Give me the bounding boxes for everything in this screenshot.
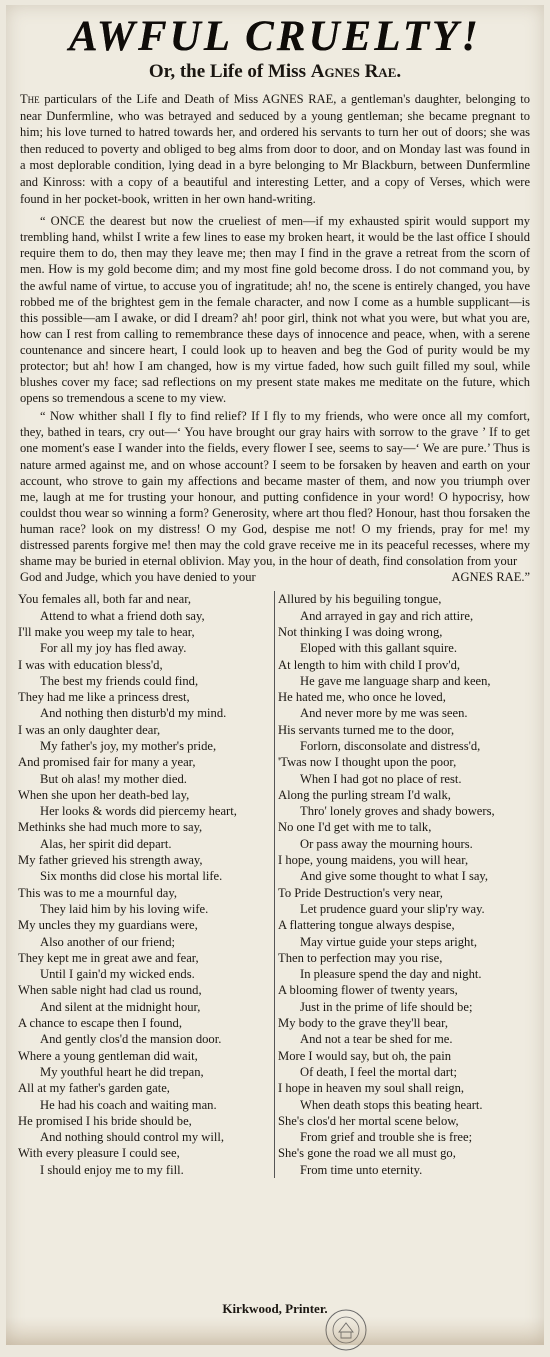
- verse-line: She's clos'd her mortal scene below,: [278, 1113, 459, 1128]
- verse-line: 'Twas now I thought upon the poor,: [278, 755, 457, 770]
- verse-line: He hated me, who once he loved,: [278, 690, 446, 705]
- verse-line: My father grieved his strength away,: [18, 853, 203, 868]
- verse-line: I'll make you weep my tale to hear,: [18, 624, 195, 639]
- verse-line: I hope in heaven my soul shall reign,: [278, 1081, 465, 1096]
- verse-line: They had me like a princess drest,: [18, 690, 190, 705]
- letter-text: [20, 213, 530, 585]
- broadside-title: AWFUL CRUELTY!: [69, 13, 481, 60]
- letter-paragraph-1: “ ONCE the dearest but now the crueliest of men—if my exhausted spirit would support my trembling hand, whilst I write a few lines to ease my broken heart, it would be the last office I should require them to do, then may they leave me; then may I find in the grave a retreat from the scorn of men. How is my gold become dim; and my most fine gold become dross. I do not command you, by the awful name of virtue, to accuse you of ingratitude; ah! no, the scene is entirely changed, you have robbed me of the brightest gem in the female character, and now I come as a humble supplicant—is this possible—am I awake, or did I dream? ah! poor girl, think not what you were, but what you are, how can I rest from calling to remembrance these days of innocence and peace, when, with a serene countenance and sincere heart, I could look up to heaven and beg the God of purity would be my protector; but ah! how I am changed, how is my virtue faded, how such guilt filled my soul, while blushes cover my face; sad reflections on my present state makes me meditate on the future, which opens so tremendous a scene to my view.: [20, 214, 530, 406]
- subtitle-prefix: Or, the Life of Miss: [148, 61, 311, 82]
- verse-line: When I had got no place of rest.: [300, 771, 462, 786]
- verse-line: Eloped with this gallant squire.: [300, 641, 458, 656]
- verses-left-column: [18, 591, 274, 1178]
- verse-line: With every pleasure I could see,: [18, 1146, 180, 1161]
- broadside-subtitle: [6, 59, 544, 85]
- verse-line: And gently clos'd the mansion door.: [40, 1032, 222, 1047]
- verse-line: Methinks she had much more to say,: [18, 820, 203, 835]
- verse-line: More I would say, but oh, the pain: [278, 1048, 452, 1063]
- verse-line: And arrayed in gay and rich attire,: [300, 608, 474, 623]
- verse-line: Forlorn, disconsolate and distress'd,: [300, 738, 481, 753]
- paper-edge: [6, 1317, 544, 1345]
- verse-line: Or pass away the mourning hours.: [300, 836, 473, 851]
- verse-line: No one I'd get with me to talk,: [278, 820, 432, 835]
- verse-line: When she upon her death-bed lay,: [18, 787, 190, 802]
- letter-signature: AGNES RAE.”: [451, 570, 530, 585]
- verse-line: Until I gain'd my wicked ends.: [40, 967, 195, 982]
- verse-line: For all my joy has fled away.: [40, 641, 187, 656]
- verse-line: In pleasure spend the day and night.: [300, 967, 482, 982]
- verse-line: I should enjoy me to my fill.: [40, 1162, 184, 1177]
- verse-line: Just in the prime of life should be;: [300, 999, 473, 1014]
- verse-line: Her looks & words did piercemy heart,: [40, 804, 237, 819]
- intro-text: particulars of the Life and Death of Miss AGNES RAE, a gentleman's daughter, belonging to near Dunfermline, who was betrayed and seduced by a young gentleman; she became pregnant to him; his love turned to hatred towards her, and ordered his servants to turn her out of doors; she was then reduced to poverty and obliged to beg alms from door to door, and on Monday last was found in a most deplorable condition, lying dead in a byre belonging to Mr Blackburn, between Dunfermline and Kinross: with a copy of a beautiful and interesting Letter, and a copy of Verses, which were found in her pocket-book, written in her own hand-writing.: [20, 92, 530, 206]
- verse-line: To Pride Destruction's very near,: [278, 885, 443, 900]
- verse-line: From time unto eternity.: [300, 1162, 423, 1177]
- letter-last-line: God and Judge, which you have denied to your: [20, 570, 256, 585]
- verse-line: May virtue guide your steps aright,: [300, 934, 477, 949]
- verse-line: My body to the grave they'll bear,: [278, 1016, 448, 1031]
- verse-line: A blooming flower of twenty years,: [278, 983, 458, 998]
- subtitle-name: Agnes Rae.: [310, 61, 402, 82]
- verse-line: My father's joy, my mother's pride,: [40, 738, 217, 753]
- verse-line: They kept me in great awe and fear,: [18, 950, 199, 965]
- intro-paragraph: [20, 91, 530, 207]
- verse-line: And nothing should control my will,: [40, 1130, 225, 1145]
- verse-line: Alas, her spirit did depart.: [40, 836, 172, 851]
- letter-paragraph-2: “ Now whither shall I fly to find relief? If I fly to my friends, who were once all my comfort, they, bathed in tears, cry out—‘ You have brought our gray hairs with sorrow to the grave ’ If to get one moment's ease I wander into the fields, every flower I see, seems to say—‘ We are pure.’ Thus is nature armed against me, and on whose account? I seem to be forsaken by heaven and earth on your account, who strove to gain my affections and became master of them, and now you triumph over me, laugh at me for trusting your honour, and putting confidence in your word! O hypocrisy, how couldst thou wear so winning a form? Generosity, where art thou fled? Honour, hast thou forsaken the human race? look on my distress! O my God, despise me not! O my friends, pray for me! my distressed parents forgive me! then may the cold grave receive me in its peaceful recesses, where my shame may be buried in eternal oblivion. May you, in the hour of death, find consolation from your: [20, 409, 530, 569]
- intro-first-word: The: [20, 92, 40, 106]
- letter-closing-line: [20, 569, 530, 585]
- verse-line: And silent at the midnight hour,: [40, 999, 201, 1014]
- verse-line: Not thinking I was doing wrong,: [278, 624, 443, 639]
- verse-line: When death stops this beating heart.: [300, 1097, 483, 1112]
- verse-line: And promised fair for many a year,: [18, 755, 196, 770]
- verse-line: Of death, I feel the mortal dart;: [300, 1064, 458, 1079]
- verse-line: When sable night had clad us round,: [18, 983, 202, 998]
- verse-line: A chance to escape then I found,: [18, 1016, 183, 1031]
- verse-line: A flattering tongue always despise,: [278, 918, 455, 933]
- verse-line: Along the purling stream I'd walk,: [278, 787, 451, 802]
- verse-line: This was to me a mournful day,: [18, 885, 178, 900]
- verse-line: And never more by me was seen.: [300, 706, 468, 721]
- verse-line: They laid him by his loving wife.: [40, 901, 209, 916]
- verse-line: And not a tear be shed for me.: [300, 1032, 453, 1047]
- verses: [18, 591, 534, 1178]
- verse-line: Attend to what a friend doth say,: [40, 608, 205, 623]
- verse-line: Six months did close his mortal life.: [40, 869, 223, 884]
- verse-line: His servants turned me to the door,: [278, 722, 455, 737]
- verse-line: From grief and trouble she is free;: [300, 1130, 473, 1145]
- verse-line: My youthful heart he did trepan,: [40, 1064, 204, 1079]
- verse-line: Allured by his beguiling tongue,: [278, 592, 442, 607]
- verses-right-column: [274, 591, 534, 1178]
- verse-line: And nothing then disturb'd my mind.: [40, 706, 227, 721]
- verse-line: My uncles they my guardians were,: [18, 918, 198, 933]
- verse-line: Let prudence guard your slip'ry way.: [300, 901, 485, 916]
- verse-line: All at my father's garden gate,: [18, 1081, 170, 1096]
- verse-line: Thro' lonely groves and shady bowers,: [300, 804, 495, 819]
- verse-line: He had his coach and waiting man.: [40, 1097, 217, 1112]
- verse-line: Then to perfection may you rise,: [278, 950, 443, 965]
- verse-line: The best my friends could find,: [40, 673, 199, 688]
- verse-line: You females all, both far and near,: [18, 592, 192, 607]
- broadside-sheet: [6, 5, 544, 1345]
- verse-line: He gave me language sharp and keen,: [300, 673, 491, 688]
- verse-line: Where a young gentleman did wait,: [18, 1048, 198, 1063]
- verse-line: But oh alas! my mother died.: [40, 771, 187, 786]
- verse-line: And give some thought to what I say,: [300, 869, 489, 884]
- verse-line: She's gone the road we all must go,: [278, 1146, 456, 1161]
- printer-imprint: Kirkwood, Printer.: [222, 1301, 328, 1316]
- verse-line: I was with education bless'd,: [18, 657, 163, 672]
- verse-line: At length to him with child I prov'd,: [278, 657, 461, 672]
- verse-line: Also another of our friend;: [40, 934, 175, 949]
- verse-line: I was an only daughter dear,: [18, 722, 161, 737]
- verse-line: I hope, young maidens, you will hear,: [278, 853, 469, 868]
- verse-line: He promised I his bride should be,: [18, 1113, 192, 1128]
